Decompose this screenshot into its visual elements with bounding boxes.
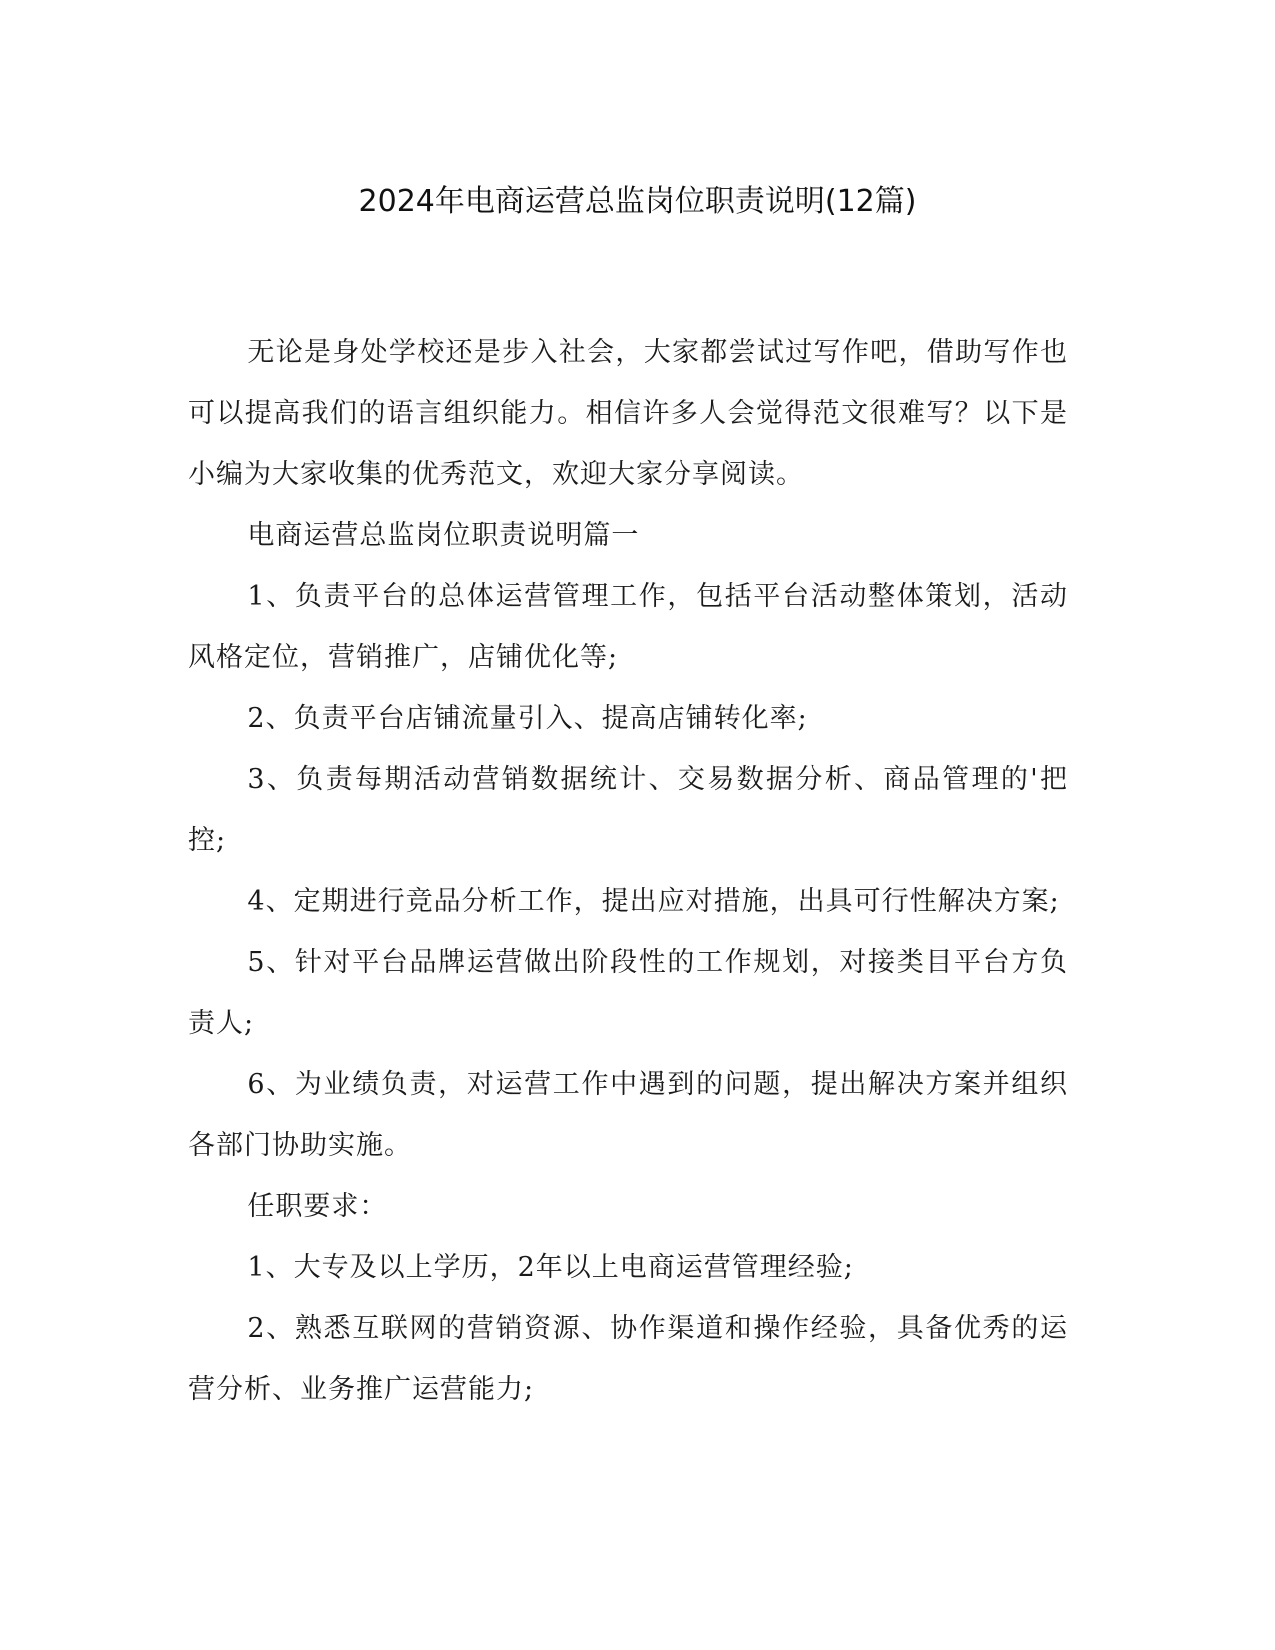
duty-item-6: 6、为业绩负责，对运营工作中遇到的问题，提出解决方案并组织各部门协助实施。 [188, 1069, 1068, 1161]
document-body [188, 322, 1068, 1420]
requirement-item-1: 1、大专及以上学历，2年以上电商运营管理经验; [247, 1252, 854, 1283]
intro-paragraph: 无论是身处学校还是步入社会，大家都尝试过写作吧，借助写作也可以提高我们的语言组织能力。相信许多人会觉得范文很难写？以下是小编为大家收集的优秀范文，欢迎大家分享阅读。 [188, 337, 1068, 490]
section-heading: 电商运营总监岗位职责说明篇一 [247, 520, 640, 551]
requirement-item-2: 2、熟悉互联网的营销资源、协作渠道和操作经验，具备优秀的运营分析、业务推广运营能力; [188, 1313, 1068, 1405]
requirements-heading: 任职要求： [247, 1191, 388, 1222]
duty-item-2: 2、负责平台店铺流量引入、提高店铺转化率; [247, 703, 808, 734]
duty-item-3: 3、负责每期活动营销数据统计、交易数据分析、商品管理的'把控; [188, 764, 1068, 856]
duty-item-4: 4、定期进行竞品分析工作，提出应对措施，出具可行性解决方案; [247, 886, 1060, 917]
document-title: 2024年电商运营总监岗位职责说明(12篇) [358, 184, 917, 219]
duty-item-1: 1、负责平台的总体运营管理工作，包括平台活动整体策划，活动风格定位，营销推广，店铺优化等; [188, 581, 1068, 673]
duty-item-5: 5、针对平台品牌运营做出阶段性的工作规划，对接类目平台方负责人; [188, 947, 1068, 1039]
